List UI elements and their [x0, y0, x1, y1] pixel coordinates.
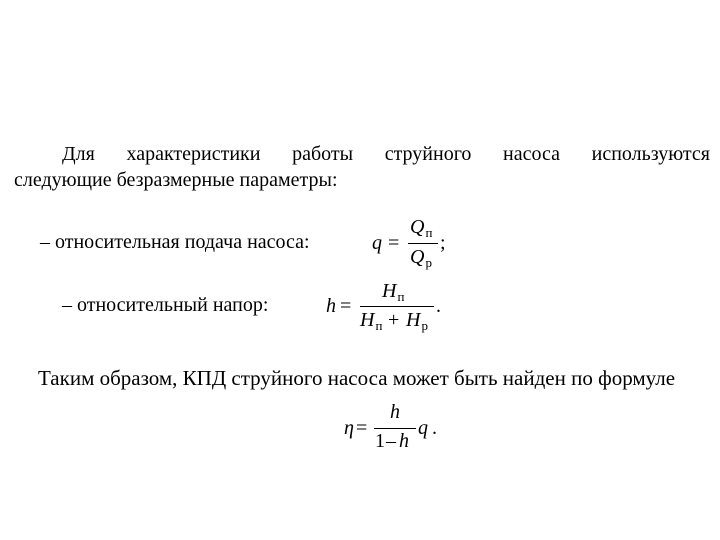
intro-word: используются	[591, 143, 710, 165]
period: .	[432, 417, 437, 439]
q-symbol: q	[372, 232, 382, 254]
h-denominator-1: $H_п$	[360, 309, 383, 333]
eta-symbol: η	[344, 417, 354, 439]
plus-sign: +	[388, 309, 400, 331]
equals-sign: =	[340, 295, 352, 317]
relative-head-label: – относительный напор:	[62, 294, 269, 316]
intro-word: струйного	[384, 143, 472, 165]
h-denominator-2: $H_р$	[406, 309, 428, 333]
relative-flow-formula	[372, 218, 452, 278]
equals-sign: =	[388, 232, 400, 254]
q-factor: q	[418, 417, 428, 439]
fraction-bar	[360, 306, 434, 307]
relative-flow-label: – относительная подача насоса:	[40, 231, 310, 253]
period: .	[436, 295, 441, 317]
q-denominator: $Q_р$	[410, 246, 432, 270]
intro-word: характеристики	[126, 143, 261, 165]
q-numerator: $Q_п$	[410, 216, 433, 240]
fraction-bar	[408, 243, 438, 244]
minus-sign: –	[386, 430, 396, 452]
conclusion-text: Таким образом, КПД струйного насоса может быть найден по формуле	[38, 366, 676, 390]
one: 1	[375, 430, 385, 452]
intro-word: Для	[62, 143, 95, 165]
intro-line-1	[62, 142, 710, 166]
relative-head-formula	[326, 282, 456, 342]
semicolon: ;	[440, 232, 446, 254]
equals-sign: =	[356, 417, 368, 439]
efficiency-formula	[344, 400, 454, 460]
intro-word: работы	[292, 143, 354, 165]
intro-line-2: следующие безразмерные параметры:	[14, 169, 338, 191]
h-symbol: h	[326, 295, 336, 317]
fraction-bar	[374, 428, 416, 429]
eta-denominator-h: h	[399, 430, 409, 452]
eta-numerator: h	[390, 401, 400, 423]
intro-word: насоса	[503, 143, 560, 165]
h-numerator: $H_п$	[382, 280, 405, 304]
